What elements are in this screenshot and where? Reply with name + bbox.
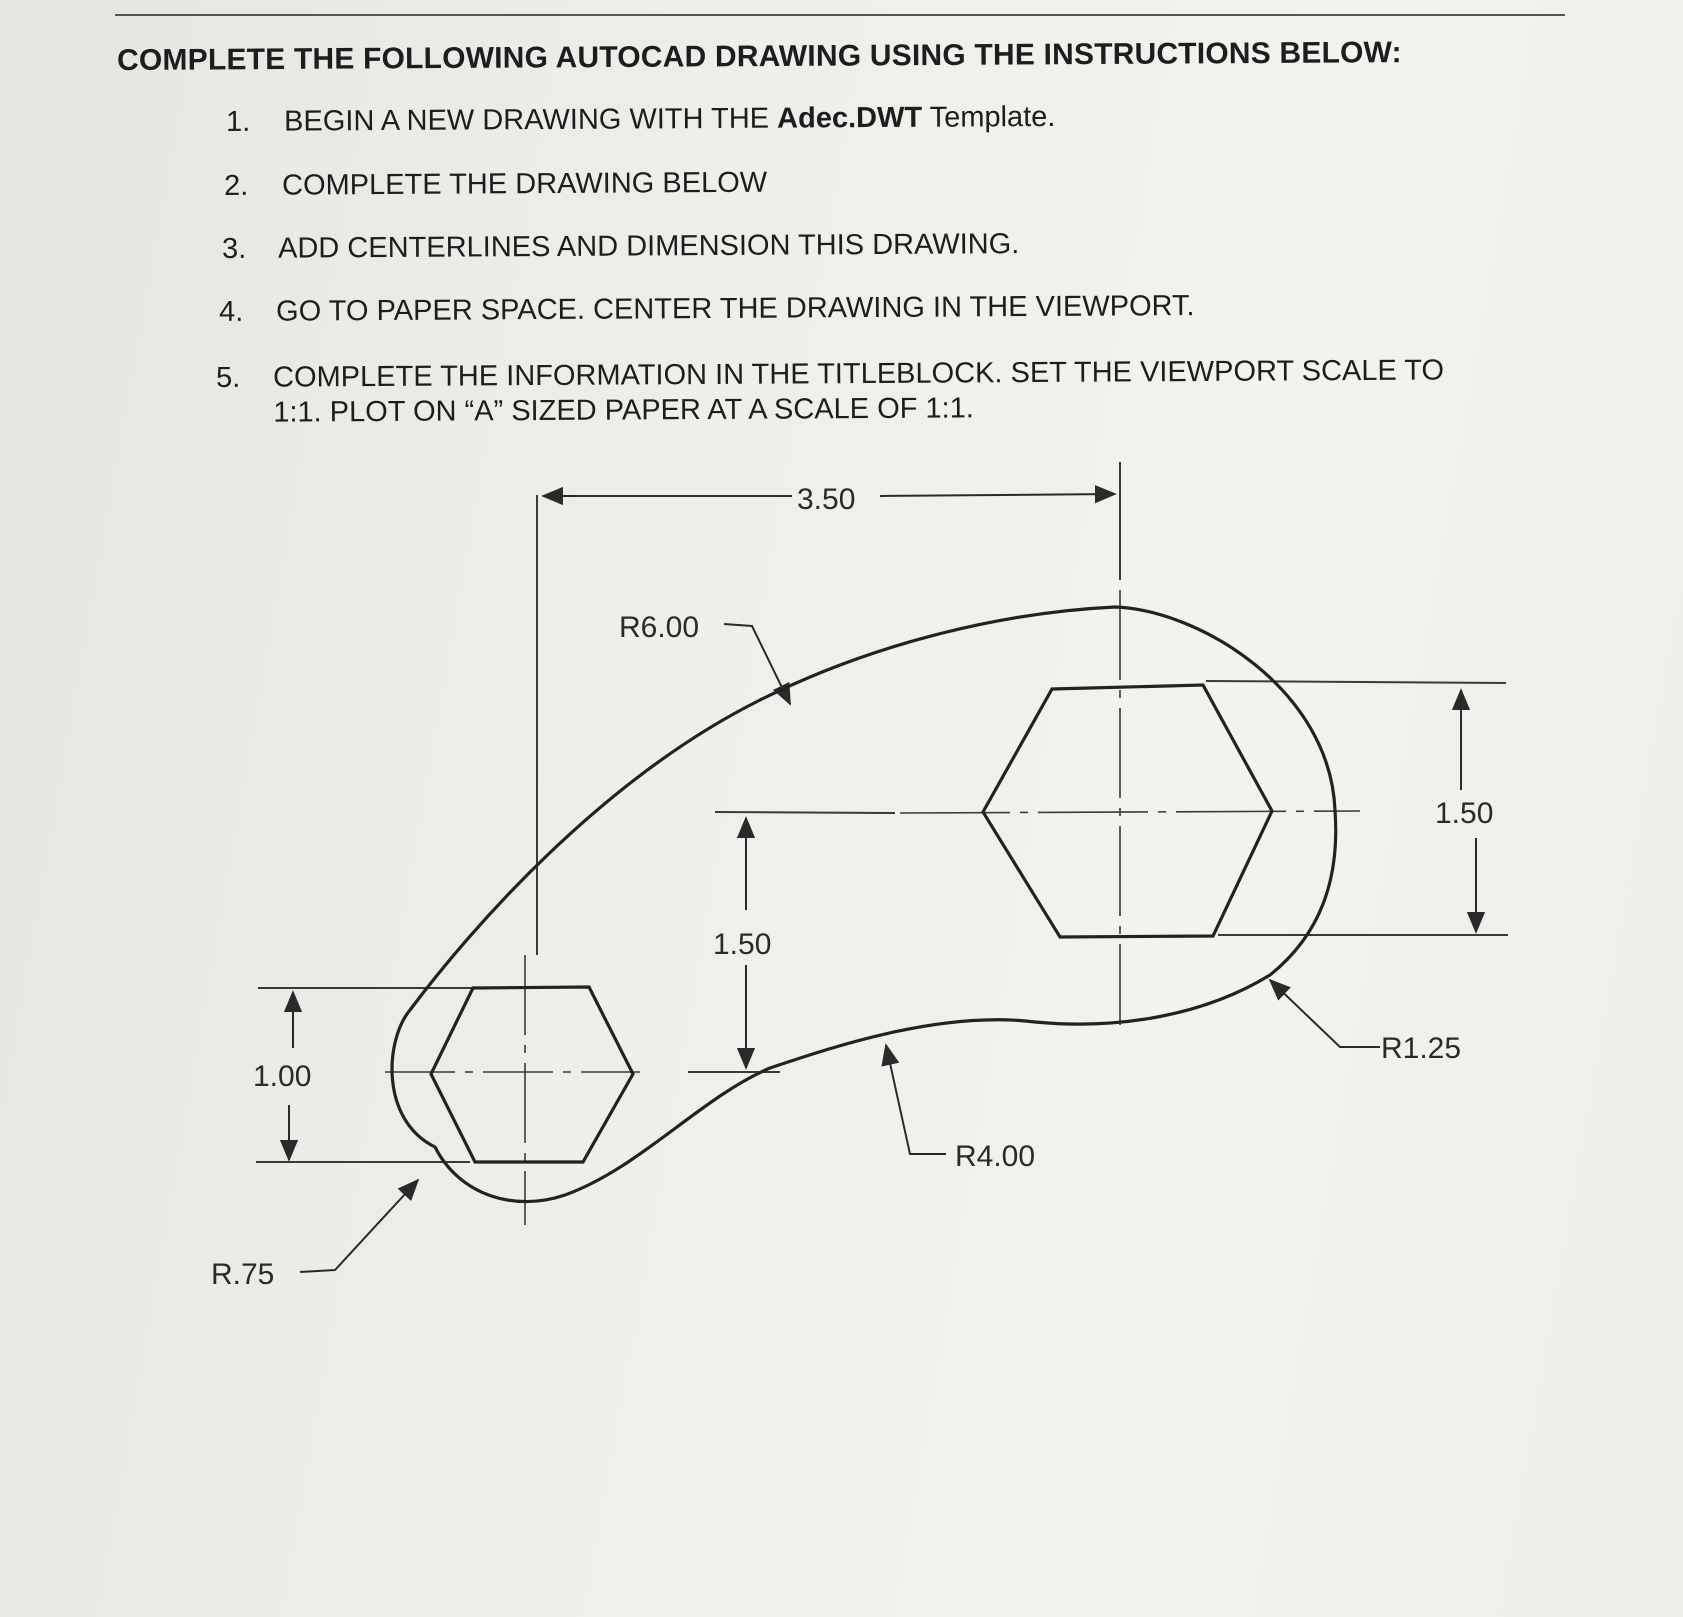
- dim-label-r1-25: R1.25: [1381, 1032, 1462, 1065]
- dim-label-1-00: 1.00: [253, 1060, 312, 1093]
- dimension-line-horizontal: [880, 494, 1115, 496]
- step-number: 2.: [224, 169, 249, 202]
- dim-label-1-50-right: 1.50: [1435, 797, 1494, 830]
- step-text-main: BEGIN A NEW DRAWING WITH THE: [283, 102, 778, 138]
- step-text: COMPLETE THE INFORMATION IN THE TITLEBLOCK. SET THE VIEWPORT SCALE TO: [272, 354, 1445, 394]
- dimension-lines: [289, 494, 1476, 1160]
- extension-line: [715, 812, 895, 813]
- step-text: GO TO PAPER SPACE. CENTER THE DRAWING IN THE VIEWPORT.: [275, 290, 1195, 328]
- leaders: [300, 624, 1380, 1272]
- dim-label-r6-00: R6.00: [619, 611, 700, 644]
- page-heading: COMPLETE THE FOLLOWING AUTOCAD DRAWING USING THE INSTRUCTIONS BELOW:: [117, 36, 1402, 77]
- step-text: COMPLETE THE DRAWING BELOW: [281, 166, 768, 202]
- template-name: Adec.DWT: [777, 101, 923, 135]
- step-number: 3.: [222, 232, 247, 265]
- dimension-labels: [211, 483, 1493, 1291]
- leader-r400: [886, 1045, 946, 1154]
- leader-r75: [300, 1180, 418, 1272]
- extension-lines: [256, 462, 1508, 1162]
- step-number: 1.: [226, 105, 251, 138]
- step-text-continued: 1:1. PLOT ON “A” SIZED PAPER AT A SCALE OF 1:1.: [273, 392, 974, 429]
- step-number: 5.: [216, 361, 241, 394]
- hexagon-left: [431, 987, 633, 1162]
- dim-label-1-50-center: 1.50: [713, 928, 772, 961]
- step-number: 4.: [219, 295, 244, 328]
- dim-label-r4-00: R4.00: [955, 1140, 1036, 1173]
- centerlines: [385, 590, 1360, 1225]
- centerline-horizontal-right: [900, 811, 1360, 813]
- part-outline: [392, 607, 1336, 1202]
- extension-line: [1206, 681, 1506, 683]
- step-text: ADD CENTERLINES AND DIMENSION THIS DRAWING.: [277, 228, 1020, 265]
- leader-r125: [1270, 980, 1380, 1047]
- dim-label-3-50: 3.50: [797, 483, 856, 516]
- step-text-end: Template.: [922, 100, 1056, 134]
- dim-label-r-75: R.75: [211, 1258, 275, 1291]
